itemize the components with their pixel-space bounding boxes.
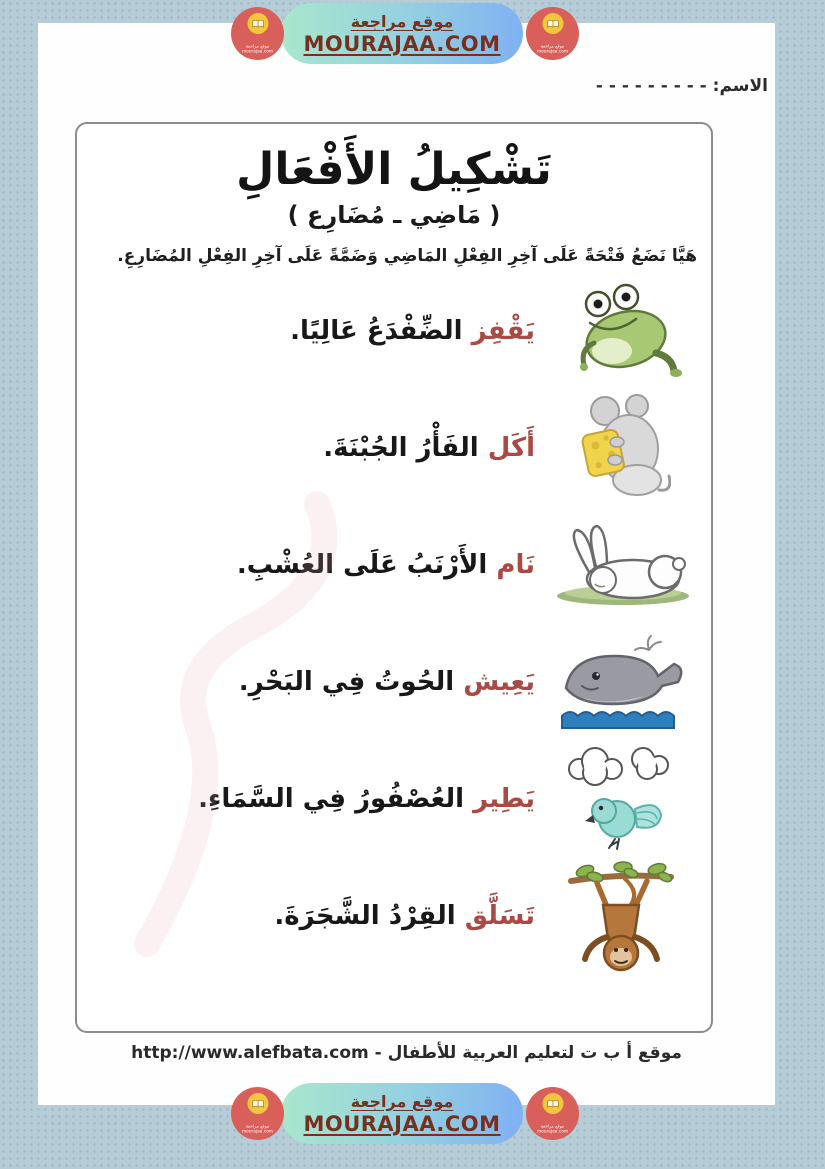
sentence-row-rabbit xyxy=(91,507,697,624)
sentence-row-frog xyxy=(91,273,697,390)
badge-site-url: mourajaa.com xyxy=(241,1128,274,1134)
sentence-rest: الأَرْنَبُ عَلَى العُشْبِ. xyxy=(236,550,488,581)
site-logo-badge xyxy=(231,1087,284,1140)
sentence-row-monkey xyxy=(91,858,697,975)
badge-site-url: mourajaa.com xyxy=(536,48,569,54)
verb-word: يَعِيش xyxy=(463,667,535,698)
sentence-row-whale xyxy=(91,624,697,741)
sentence-rest: القِرْدُ الشَّجَرَةَ. xyxy=(274,901,456,932)
sentence-text xyxy=(237,550,535,580)
whale-image xyxy=(545,632,697,732)
site-name-arabic-link[interactable]: موقع مراجعة xyxy=(350,11,454,31)
site-domain-link[interactable]: MOURAJAA.COM xyxy=(303,31,501,56)
site-logo-badge xyxy=(526,1087,579,1140)
sentence-text xyxy=(274,901,535,931)
source-credit-url[interactable]: http://www.alefbata.com xyxy=(131,1043,369,1063)
sentence-rest: الحُوتُ فِي البَحْرِ. xyxy=(238,667,455,698)
verb-word: تَسَلَّق xyxy=(464,901,535,932)
worksheet-instruction: هَيَّا نَضَعُ فَتْحَةً عَلَى آخِرِ الفِعْلِ المَاضِي وَضَمَّةً عَلَى آخِرِ الفِعْلِ المُضَارِعِ. xyxy=(117,246,697,267)
book-icon xyxy=(247,1093,268,1114)
bird-image xyxy=(545,743,697,855)
sentence-text xyxy=(198,784,535,814)
sentence-rest: الفَأْرُ الجُبْنَةَ. xyxy=(323,433,479,464)
mouse-image xyxy=(545,394,697,502)
badge-site-url: mourajaa.com xyxy=(241,48,274,54)
site-banner-top xyxy=(281,3,523,64)
badge-site-name: موقع مراجعة xyxy=(540,43,565,49)
verb-word: نَام xyxy=(496,550,535,581)
verb-word: أَكَل xyxy=(487,433,535,464)
badge-site-name: موقع مراجعة xyxy=(245,43,270,49)
book-icon xyxy=(247,13,268,34)
verb-word: يَقْفِز xyxy=(471,316,535,347)
monkey-image xyxy=(545,857,697,975)
frog-image xyxy=(545,281,697,381)
source-credit xyxy=(38,1043,775,1063)
sentence-rest: العُصْفُورُ فِي السَّمَاءِ. xyxy=(198,784,465,815)
book-icon xyxy=(542,13,563,34)
name-label: الاسم: xyxy=(712,76,768,96)
site-logo-badge xyxy=(526,7,579,60)
name-blank-dashes: - - - - - - - - - xyxy=(595,76,707,96)
rabbit-image xyxy=(545,524,697,606)
book-icon xyxy=(542,1093,563,1114)
verb-word: يَطِير xyxy=(473,784,535,815)
sentence-text xyxy=(290,316,535,346)
badge-site-name: موقع مراجعة xyxy=(540,1123,565,1129)
sentence-list xyxy=(77,271,711,975)
sentence-row-bird xyxy=(91,741,697,858)
site-domain-link[interactable]: MOURAJAA.COM xyxy=(303,1111,501,1136)
student-name-field xyxy=(596,76,768,96)
badge-site-name: موقع مراجعة xyxy=(245,1123,270,1129)
worksheet-title: تَشْكِيلُ الأَفْعَالِ xyxy=(236,144,552,195)
badge-site-url: mourajaa.com xyxy=(536,1128,569,1134)
source-credit-arabic: موقع أ ب ت لتعليم العربية للأطفال - xyxy=(374,1043,682,1063)
sentence-text xyxy=(323,433,535,463)
worksheet-card xyxy=(75,122,713,1033)
site-banner-bottom xyxy=(281,1083,523,1144)
sentence-rest: الضِّفْدَعُ عَالِيًا. xyxy=(290,316,463,347)
worksheet-subtitle: ( مَاضِي ـ مُضَارِع ) xyxy=(287,201,501,230)
sentence-text xyxy=(239,667,535,697)
sentence-row-mouse xyxy=(91,390,697,507)
site-logo-badge xyxy=(231,7,284,60)
site-name-arabic-link[interactable]: موقع مراجعة xyxy=(350,1091,454,1111)
